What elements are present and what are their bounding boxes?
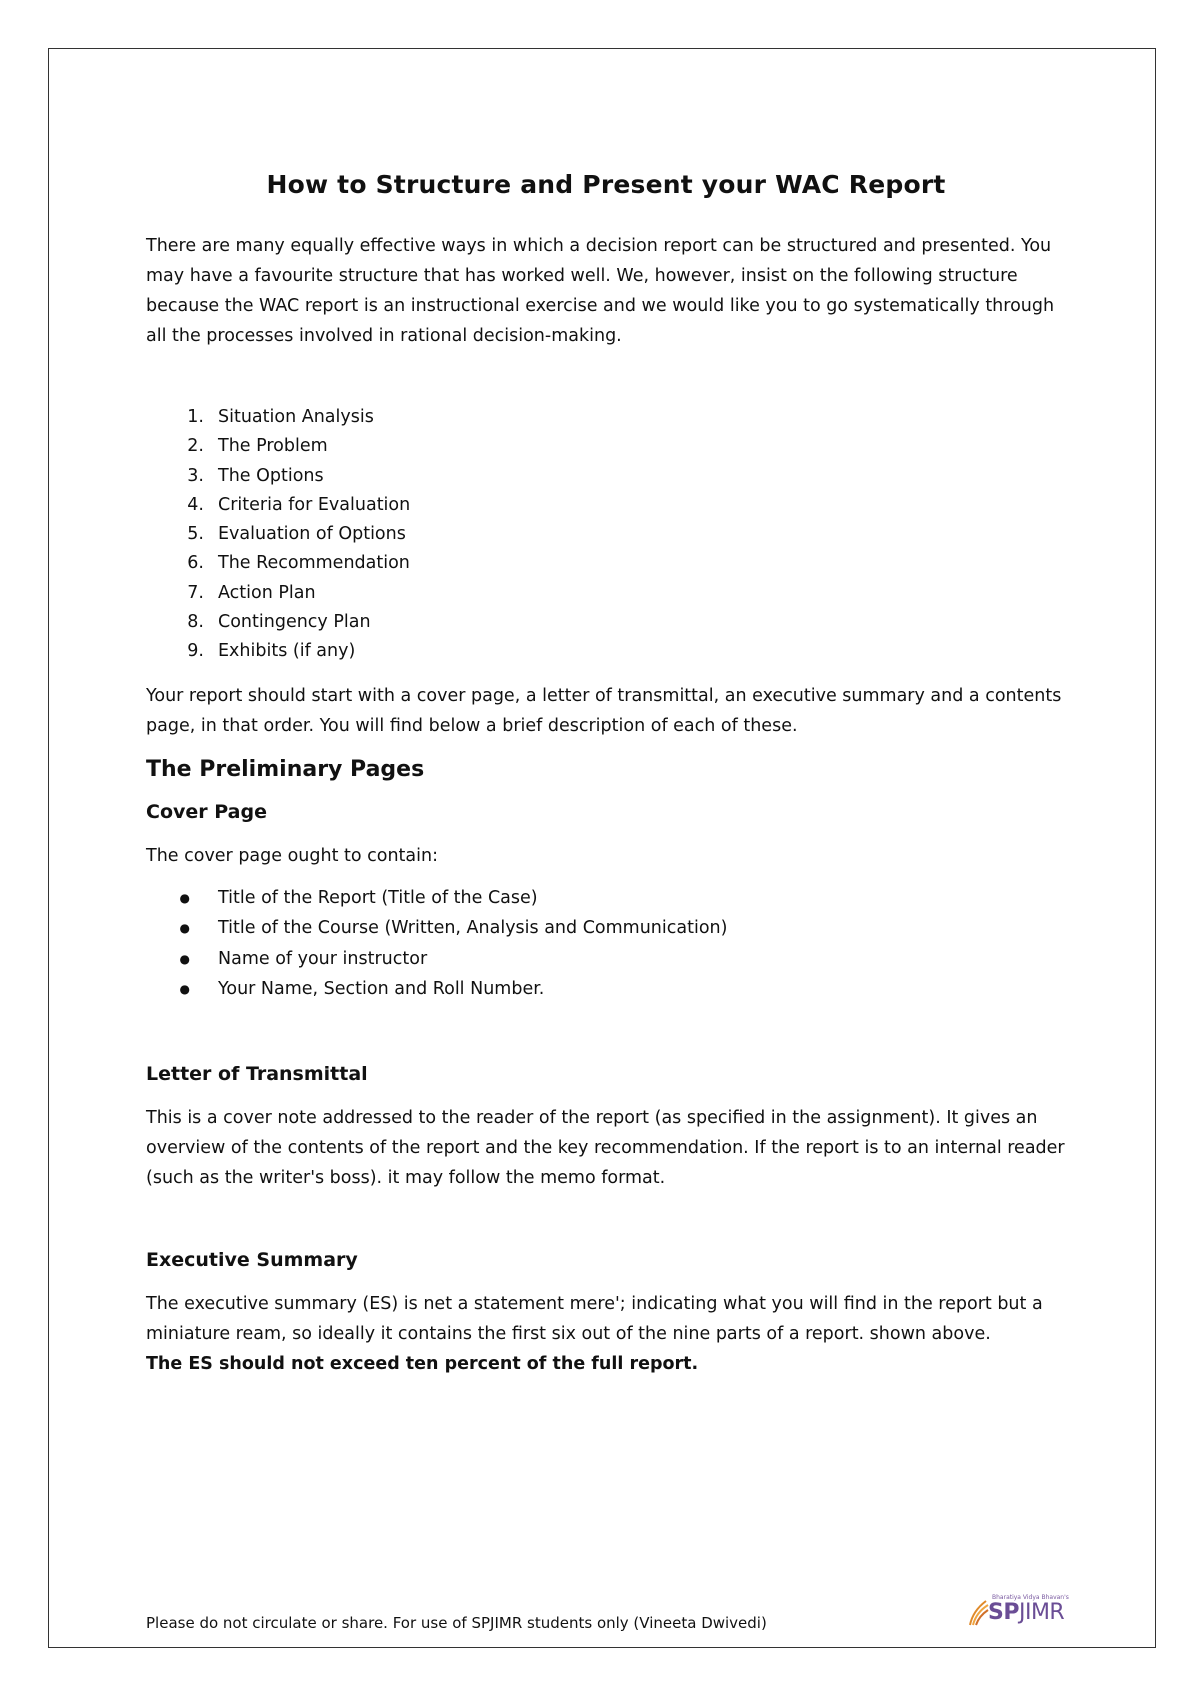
cover-page-list: [146, 883, 1066, 1005]
transmittal-paragraph: This is a cover note addressed to the reader of the report (as specified in the assignment). It gives an overview of the contents of the report and the key recommendation. If the report is to an internal reader (such as the writer's boss). it may follow the memo format.: [146, 1107, 1065, 1188]
page-title: How to Structure and Present your WAC Report: [266, 170, 946, 199]
list-item: 7. Action Plan: [187, 582, 316, 603]
bullet-icon: ●: [179, 982, 190, 997]
report-structure-list: [146, 403, 1066, 667]
list-item: 5. Evaluation of Options: [187, 524, 406, 545]
executive-summary-paragraph: The executive summary (ES) is net a statement mere'; indicating what you will find in the report but a miniature ream, so ideally it contains the first six out of the nine parts of a report. shown above.: [146, 1293, 1043, 1344]
flame-icon: [966, 1597, 990, 1627]
list-item: 4. Criteria for Evaluation: [187, 494, 411, 515]
preliminary-pages-heading: The Preliminary Pages: [146, 756, 425, 782]
list-item: 9. Exhibits (if any): [187, 641, 356, 662]
list-item: ● Title of the Report (Title of the Case): [146, 883, 1066, 914]
transmittal-heading: Letter of Transmittal: [146, 1062, 368, 1085]
logo-tagline: Bharatiya Vidya Bhavan's: [992, 1594, 1069, 1601]
list-item: ● Name of your instructor: [146, 944, 1066, 975]
cover-page-intro: The cover page ought to contain:: [146, 845, 438, 866]
intro-paragraph: There are many equally effective ways in which a decision report can be structured and presented. You may have a favourite structure that has worked well. We, however, insist on the following structure because the WAC report is an instructional exercise and we would like you to go systematically through all the processes involved in rational decision-making.: [146, 236, 1055, 346]
list-item: 1. Situation Analysis: [187, 407, 374, 427]
list-item: 3. The Options: [187, 465, 324, 486]
logo-wordmark: SPJIMR: [988, 1600, 1065, 1625]
list-item: 2. The Problem: [187, 436, 328, 457]
cover-page-heading: Cover Page: [146, 800, 267, 823]
bullet-icon: ●: [179, 951, 190, 966]
footer-note: Please do not circulate or share. For use of SPJIMR students only (Vineeta Dwivedi): [146, 1614, 767, 1632]
executive-summary-heading: Executive Summary: [146, 1248, 358, 1271]
list-item: 8. Contingency Plan: [187, 612, 371, 633]
executive-summary-note: The ES should not exceed ten percent of the full report.: [146, 1353, 699, 1374]
list-item: ● Title of the Course (Written, Analysis and Communication): [146, 913, 1066, 944]
bullet-icon: ●: [179, 921, 190, 936]
list-item: 6. The Recommendation: [187, 553, 410, 574]
report-order-paragraph: Your report should start with a cover page, a letter of transmittal, an executive summary and a contents page, in that order. You will find below a brief description of each of these.: [146, 685, 1062, 736]
spjimr-logo: [966, 1594, 1069, 1628]
bullet-icon: ●: [179, 890, 190, 905]
list-item: ● Your Name, Section and Roll Number.: [146, 974, 1066, 1005]
document-body: [146, 170, 1066, 1379]
